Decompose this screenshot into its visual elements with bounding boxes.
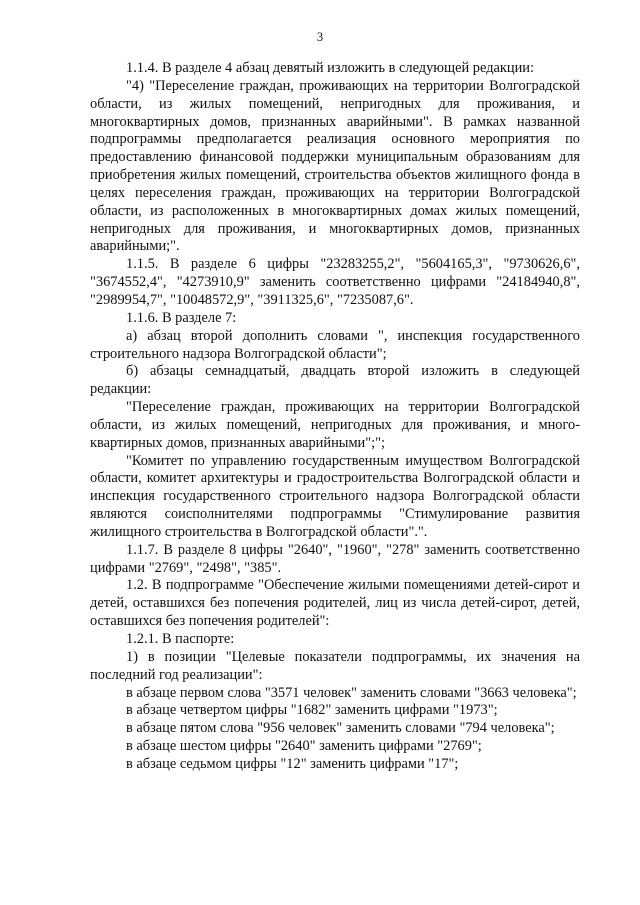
paragraph-quote-4: "4) "Переселение граждан, проживающих на территории Волгоградской области, из жилых помещений, непригодных для проживания, и многоквартирных домов, признанных аварийными". В рамках названной подпрограммы предполагается реализация основного мероприятия по предоставлению финансовой поддержки муниципальным образованиям для приобретения жилых помещений, строительства объектов жилищного фонда в целях переселения граждан, проживающих на территории Волгоградской области, из расположенных в многоквартирных домах жилых помещений, непригодных для проживания, и многоквартирных домов, признанных аварийными;". (90, 77, 580, 255)
paragraph-item-a: а) абзац второй дополнить словами ", инспекция государственного строительного надзора Волгоградской области"; (90, 327, 580, 362)
paragraph-quote-committee: "Комитет по управлению государственным имуществом Волгоградской области, комитет архитектуры и градостроительства Волгоградской области и инспекция государственного строительного надзора Волгоградской области являются соисполнителями подпрограммы "Стимулирование развития жилищного строительства в Волгоградской области".". (90, 452, 580, 540)
paragraph-change-first: в абзаце первом слова "3571 человек" заменить словами "3663 человека"; (126, 684, 577, 701)
paragraph-item-b: б) абзацы семнадцатый, двадцать второй изложить в следующей редакции: (90, 363, 580, 398)
paragraph-change-seventh: в абзаце седьмом цифры "12" заменить цифрами "17"; (126, 755, 459, 772)
document-body (90, 60, 580, 774)
paragraph-1-1-4: 1.1.4. В разделе 4 абзац девятый изложить в следующей редакции: (126, 60, 535, 76)
paragraph-change-fourth: в абзаце четвертом цифры "1682" заменить цифрами "1973"; (126, 702, 498, 719)
paragraph-quote-resettlement: "Переселение граждан, проживающих на территории Волгоградской области, из жилых помещений, непригодных для проживания, и многоквартирных домов, признанных аварийными";"; (90, 399, 580, 451)
paragraph-1-2-1: 1.2.1. В паспорте: (126, 631, 235, 647)
paragraph-1-2: 1.2. В подпрограмме "Обеспечение жилыми помещениями детей-сирот и детей, оставшихся без попечения родителей, лиц из числа детей-сирот, детей, оставшихся без попечения родителей": (90, 577, 580, 630)
paragraph-1-1-5: 1.1.5. В разделе 6 цифры "23283255,2", "5604165,3", "9730626,6", "3674552,4", "4273910,9" заменить соответственно цифрами "24184940,8", "2989954,7", "10048572,9", "3911325,6", "7235087,6". (90, 256, 580, 308)
paragraph-change-sixth: в абзаце шестом цифры "2640" заменить цифрами "2769"; (126, 738, 482, 755)
page-number: 3 (316, 30, 324, 44)
paragraph-1-1-6: 1.1.6. В разделе 7: (126, 309, 237, 326)
paragraph-change-fifth: в абзаце пятом слова "956 человек" заменить словами "794 человека"; (126, 720, 555, 737)
paragraph-1-1-7: 1.1.7. В разделе 8 цифры "2640", "1960", "278" заменить соответственно цифрами "2769", "2498", "385". (90, 541, 580, 576)
paragraph-item-1: 1) в позиции "Целевые показатели подпрограммы, их значения на последний год реализации": (90, 648, 580, 683)
